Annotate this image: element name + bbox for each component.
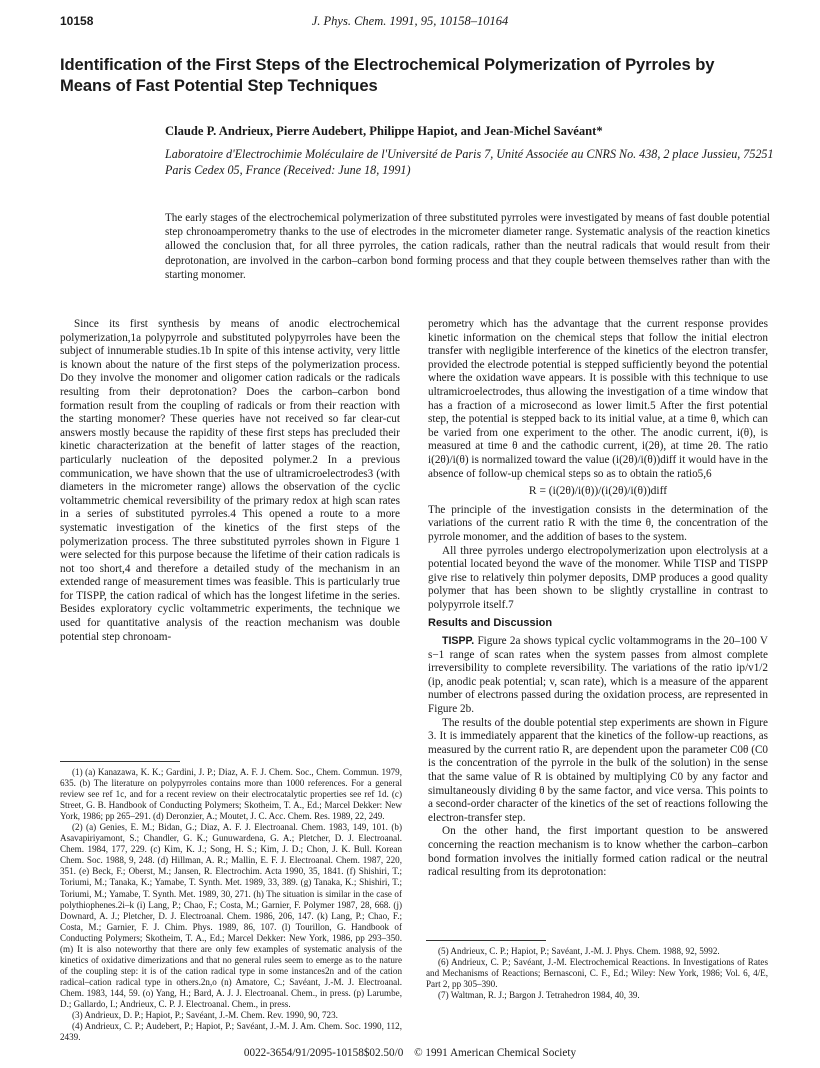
run-in-heading: TISPP. — [442, 635, 475, 648]
body-paragraph: All three pyrroles undergo electropolymerization upon electrolysis at a potential located beyond the wave of the monomer. While TISP and TISPP give rise to relatively thin polymer deposits, DMP produces a good quality polymer that has been shown to be slightly crystalline in contrast to polypyrrole itself.7 — [428, 544, 768, 611]
footnote: (1) (a) Kanazawa, K. K.; Gardini, J. P.; Diaz, A. F. J. Chem. Soc., Chem. Commun. 1979, 635. (b) The literature on polypyrroles contains more than 1000 references. For a general review see ref 1c, and for a recent review on their electrocatalytic properties see ref 1d. (c) Street, G. B. Handbook of Conducting Polymers; Skotheim, T. A., Ed.; Marcel Dekker: New York, 1986; pp 265–291. (d) Deronzier, A.; Moutet, J. C. Acc. Chem. Res. 1989, 22, 249. — [60, 767, 402, 822]
authors: Claude P. Andrieux, Pierre Audebert, Philippe Hapiot, and Jean-Michel Savéant* — [165, 124, 603, 138]
affiliation: Laboratoire d'Electrochimie Moléculaire de l'Université de Paris 7, Unité Associée au CNRS No. 438, 2 place Jussieu, 75251 Paris Cedex 05, France (Received: June 18, 1991) — [165, 147, 774, 177]
footnote: (3) Andrieux, D. P.; Hapiot, P.; Savéant, J.-M. Chem. Rev. 1990, 90, 723. — [72, 1010, 338, 1021]
body-paragraph: perometry which has the advantage that the current response provides kinetic information on the chemical steps that follow the initial electron transfer with negligible interference of the kinetics of the electron transfer, provided the electrode potential is stepped sufficiently beyond the potential where the oxidation wave appears. It is possible with this technique to use ultramicroelectrodes, thus allowing the investigation of a time window that has a fraction of a microsecond as lower limit.5 After the first potential step, the potential is stepped back to its initial value, at a time θ, which can be varied from one experiment to the other. The anodic current, i(θ), is measured at time θ and the cathodic current, i(2θ), at time 2θ. The ratio i(2θ)/i(θ) is normalized toward the value (i(2θ)/i(θ))diff it would have in the absence of follow-up chemical steps so as to obtain the ratio5,6 — [428, 318, 768, 480]
body-column-left — [60, 318, 400, 644]
footnote: (6) Andrieux, C. P.; Savéant, J.-M. Electrochemical Reactions. In Investigations of Rates and Mechanisms of Reactions; Bernasconi, C. F., Ed.; Wiley: New York, 1986; Vol. 6, 4/E, Part 2, pp 305–390. — [426, 957, 768, 990]
intro-paragraph: Since its first synthesis by means of anodic electrochemical polymerization,1a polypyrrole and substituted polypyrroles have been the subject of innumerable studies.1b In spite of this intense activity, very little is known about the nature of the first steps of the polymerization process. Do they involve the monomer and oligomer cation radicals or the radicals resulting from their deprotonation? Does the carbon–carbon bond formation result from the coupling of radicals or from their reaction with the starting monomer? These queries have not received so far clear-cut answers mostly because the rapidity of these first steps has precluded their kinetic characterization at the benefit of latter stages of the reaction, particularly nucleation of the deposited polymer.2 In a previous communication, we have shown that the use of ultramicroelectrodes3 (with diameters in the micrometer range) allows the observation of the cyclic voltammetric chemical reversibility of the primary redox at high scan rates in a series of substituted pyrroles.4 This opened a route to a more systematic investigation of the kinetics of the first steps of the polymerization process. The three substituted pyrroles shown in Figure 1 were selected for this purpose because the lifetime of their cation radicals is not too short,4 and therefore a detailed study of the mechanism in an extended range of measurement times was feasible. This is particularly true for TISPP, the cation radical of which has the longest lifetime in the series. Besides exploratory cyclic voltammetric experiments, the technique we used for quantitative analysis of the reaction mechanism was double potential step chronoam- — [60, 318, 400, 643]
abstract: The early stages of the electrochemical polymerization of three substituted pyrroles were investigated by means of fast double potential step chronoamperometry thanks to the use of electrodes in the micrometer diameter range. Systematic analysis of the reaction kinetics allowed the conclusion that, for all three pyrroles, the cation radicals, rather than the neutral radicals that would result from their deprotonation, are involved in the carbon–carbon bond forming process and that they couple between themselves rather than with the starting monomer. — [165, 212, 770, 281]
footnote: (5) Andrieux, C. P.; Hapiot, P.; Savéant, J.-M. J. Phys. Chem. 1988, 92, 5992. — [438, 946, 720, 956]
equation: R = (i(2θ)/i(θ))/(i(2θ)/i(θ))diff — [528, 485, 668, 498]
journal-citation: J. Phys. Chem. 1991, 95, 10158–10164 — [311, 14, 509, 28]
footnote-rule — [426, 940, 546, 941]
copyright: © 1991 American Chemical Society — [414, 1047, 577, 1059]
footnote: (2) (a) Genies, E. M.; Bidan, G.; Diaz, A. F. J. Electroanal. Chem. 1983, 149, 101. (b) Asavapiriyamont, S.; Chandler, G. K.; Gunuwardena, G. A.; Pletcher, D. J. Electroanal. Chem. 1984, 177, 229. (c) Kim, K. J.; Song, H. S.; Kim, J. D.; Chon, J. K. Bull. Korean Chem. Soc. 1988, 9, 248. (d) Hillman, A. R.; Mallin, E. F. J. Electroanal. Chem. 1987, 220, 351. (e) Beck, F.; Oberst, M.; Jansen, R. Electrochim. Acta 1990, 35, 1841. (f) Shishiri, T.; Toriumi, M.; Tanaka, K.; Yamabe, T. Synth. Met. 1989, 33, 389. (g) Tanaka, K.; Shishiri, T.; Toriumi, M.; Yamabe, T. Synth. Met. 1989, 30, 271. (h) The situation is similar in the case of polythiophenes.2i–k (i) Lang, P.; Chao, F.; Costa, M.; Garnier, F. Polymer 1987, 28, 668. (j) Downard, A. J.; Pletcher, D. J. Electroanal. Chem. 1986, 206, 147. (k) Lang, P.; Chao, F.; Costa, M.; Garnier, F. J. Chim. Phys. 1989, 86, 107. (l) Tourillon, G. Handbook of Conducting Polymers; Skotheim, T. A., Ed.; Marcel Dekker: New York, 1986, pp 293–350. (m) It is also noteworthy that there are only few examples of systematic analysis of the kinetics of oxidative dimerizations and that no general rules seem to emerge as to the nature of the coupling step: it is of the cation radical type in some instances2n and of the cation radical–cation radical type in others.2n,o (n) Amatore, C.; Savéant, J.-M. J. Electroanal. Chem. 1983, 144, 59. (o) Yang, H.; Bard, A. J. J. Electroanal. Chem., in press. (p) Larumbe, D.; Gallardo, I.; Andrieux, C. P. J. Electroanal. Chem., in press. — [60, 822, 402, 1009]
footnote-rule — [60, 761, 180, 762]
section-heading: Results and Discussion — [428, 617, 553, 630]
body-paragraph: The principle of the investigation consists in the determination of the variations of the current ratio R with the time θ, the concentration of the pyrrole monomer, and the addition of bases to the system. — [428, 503, 768, 543]
body-paragraph: The results of the double potential step experiments are shown in Figure 3. It is immediately apparent that the kinetics of the follow-up reactions, as measured by the current ratio R, are dependent upon the parameter C0θ (C0 is the concentration of the pyrrole in the bulk of the solution) in the sense that the same value of R is obtained by multiplying C0 by any factor and simultaneously dividing θ by the same factor, and vice versa. This points to a second-order character of the kinetics of the set of reactions following the electron-transfer step. — [428, 716, 768, 824]
page-number: 10158 — [60, 14, 94, 28]
footnotes-left — [60, 767, 402, 1043]
body-paragraph: On the other hand, the first important question to be answered concerning the reaction mechanism is to know whether the carbon–carbon bond formation involves the initially formed cation radical or the neutral radical resulting from its deprotonation: — [428, 825, 768, 879]
footnote: (7) Waltman, R. J.; Bargon J. Tetrahedron 1984, 40, 39. — [438, 990, 640, 1001]
body-text: Figure 2a shows typical cyclic voltammograms in the 20–100 V s−1 range of scan rates when the system passes from almost complete irreversibility to complete reversibility. The variations of the ratio ip/v1/2 (ip, anodic peak potential; v, scan rate), which is a measure of the apparent number of electrons passed during the oxidation process, are represented in Figure 2b. — [428, 635, 768, 716]
body-column-right — [428, 318, 768, 880]
footnotes-right — [426, 946, 768, 1001]
footnote: (4) Andrieux, C. P.; Audebert, P.; Hapiot, P.; Savéant, J.-M. J. Am. Chem. Soc. 1990, 112, 2439. — [60, 1021, 402, 1043]
article-title: Identification of the First Steps of the Electrochemical Polymerization of Pyrroles by Means of Fast Potential Step Techniques — [60, 55, 715, 95]
page-footer — [0, 1047, 820, 1059]
body-paragraph — [428, 635, 768, 717]
publication-code: 0022-3654/91/2095-10158$02.50/0 — [243, 1047, 404, 1059]
